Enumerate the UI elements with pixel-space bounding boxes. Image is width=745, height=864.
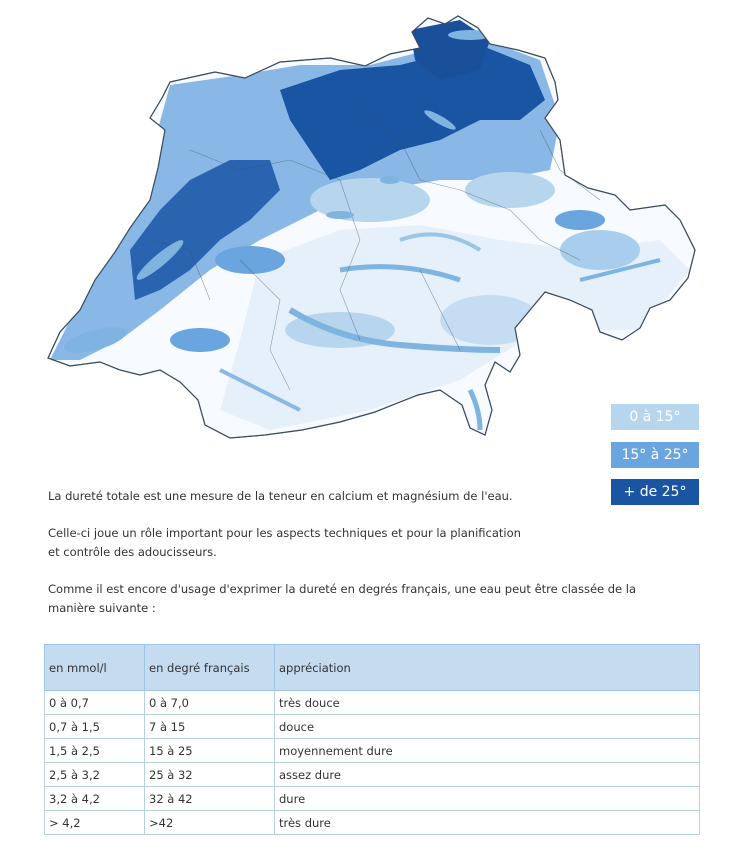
cell-degree: 32 à 42 [145, 787, 275, 811]
cell-appreciation: très dure [275, 811, 700, 835]
zone-soft-patch [465, 172, 555, 208]
header-degree: en degré français [145, 645, 275, 691]
lake [380, 176, 400, 184]
lake [326, 211, 354, 219]
cell-mmol: 3,2 à 4,2 [45, 787, 145, 811]
cell-mmol: 2,5 à 3,2 [45, 763, 145, 787]
cell-degree: 15 à 25 [145, 739, 275, 763]
cell-appreciation: dure [275, 787, 700, 811]
cell-appreciation: douce [275, 715, 700, 739]
cell-appreciation: moyennement dure [275, 739, 700, 763]
importance-line-1: Celle-ci joue un rôle important pour les aspects techniques et pour la planification [48, 526, 521, 540]
legend-hard: + de 25° [611, 479, 699, 505]
classification-line-2: manière suivante : [48, 601, 156, 615]
cell-degree: 25 à 32 [145, 763, 275, 787]
table-row [45, 691, 700, 715]
cell-mmol: 0,7 à 1,5 [45, 715, 145, 739]
table-header-row [45, 645, 700, 691]
cell-appreciation: très douce [275, 691, 700, 715]
importance-line-2: et contrôle des adoucisseurs. [48, 545, 217, 559]
zone-medium-patch [555, 210, 605, 230]
cell-degree: >42 [145, 811, 275, 835]
importance-paragraph [48, 524, 698, 562]
cell-mmol: 1,5 à 2,5 [45, 739, 145, 763]
hardness-table [44, 644, 700, 835]
table-row [45, 715, 700, 739]
table-row [45, 739, 700, 763]
cell-degree: 0 à 7,0 [145, 691, 275, 715]
zone-soft-patch [440, 295, 540, 345]
legend-medium: 15° à 25° [611, 442, 699, 468]
switzerland-water-hardness-map [40, 10, 710, 450]
zone-soft-patch [560, 230, 640, 270]
intro-paragraph: La dureté totale est une mesure de la teneur en calcium et magnésium de l'eau. [48, 489, 513, 503]
cell-mmol: > 4,2 [45, 811, 145, 835]
classification-paragraph [48, 580, 698, 618]
table-row [45, 811, 700, 835]
cell-degree: 7 à 15 [145, 715, 275, 739]
header-appreciation: appréciation [275, 645, 700, 691]
table-row [45, 787, 700, 811]
table-row [45, 763, 700, 787]
classification-line-1: Comme il est encore d'usage d'exprimer la dureté en degrés français, une eau peut être classée de la [48, 582, 637, 596]
zone-medium-patch [170, 328, 230, 352]
cell-appreciation: assez dure [275, 763, 700, 787]
cell-mmol: 0 à 0,7 [45, 691, 145, 715]
header-mmol: en mmol/l [45, 645, 145, 691]
legend-soft: 0 à 15° [611, 404, 699, 430]
